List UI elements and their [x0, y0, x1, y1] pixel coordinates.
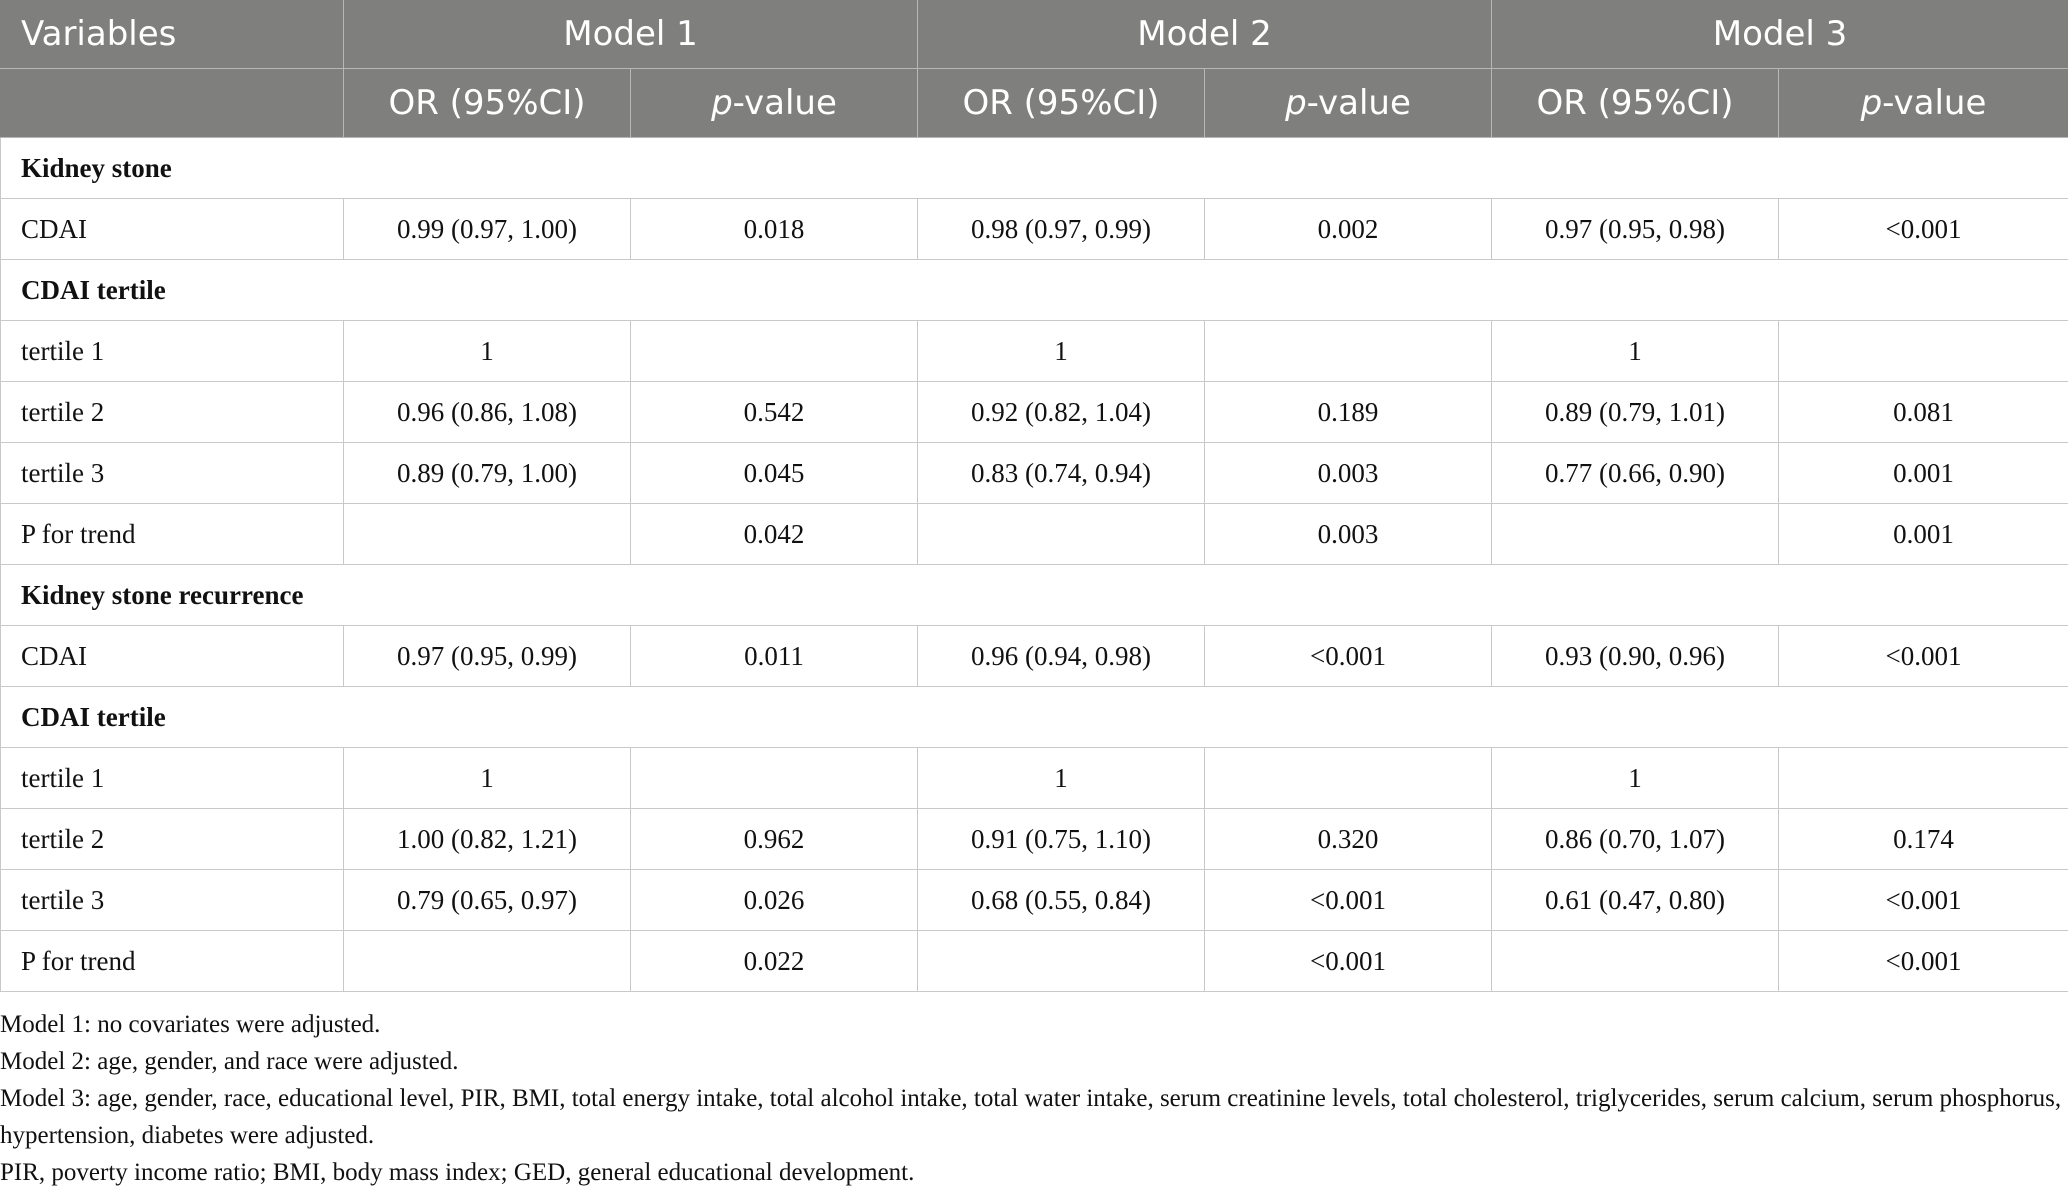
- or-cell-model-1: 1: [344, 748, 631, 809]
- p-value-cell-model-2: <0.001: [1205, 870, 1492, 931]
- header-or-model-3: OR (95%CI): [1492, 69, 1779, 138]
- p-value-cell-model-1: [631, 321, 918, 382]
- or-cell-model-2: 1: [918, 321, 1205, 382]
- p-value-cell-model-1: 0.011: [631, 626, 918, 687]
- header-empty-cell: [1, 69, 344, 138]
- header-or-model-2: OR (95%CI): [918, 69, 1205, 138]
- p-suffix: -value: [1882, 83, 1987, 123]
- p-value-cell-model-1: 0.042: [631, 504, 918, 565]
- section-label: CDAI tertile: [1, 687, 2068, 748]
- p-value-cell-model-3: [1779, 748, 2068, 809]
- p-value-cell-model-1: 0.962: [631, 809, 918, 870]
- p-italic: p: [711, 83, 733, 123]
- p-value-cell-model-3: [1779, 321, 2068, 382]
- p-value-cell-model-2: 0.003: [1205, 443, 1492, 504]
- p-value-cell-model-2: 0.320: [1205, 809, 1492, 870]
- or-cell-model-2: 0.68 (0.55, 0.84): [918, 870, 1205, 931]
- section-row: [1, 260, 2068, 321]
- header-row-models: [1, 0, 2068, 69]
- header-or-model-1: OR (95%CI): [344, 69, 631, 138]
- p-value-cell-model-3: <0.001: [1779, 870, 2068, 931]
- table-row: [1, 321, 2068, 382]
- or-cell-model-3: 0.77 (0.66, 0.90): [1492, 443, 1779, 504]
- row-label: tertile 2: [1, 382, 344, 443]
- p-value-cell-model-1: 0.022: [631, 931, 918, 992]
- row-label: CDAI: [1, 199, 344, 260]
- p-value-cell-model-2: <0.001: [1205, 626, 1492, 687]
- p-value-cell-model-3: <0.001: [1779, 931, 2068, 992]
- p-suffix: -value: [732, 83, 837, 123]
- or-cell-model-2: 0.91 (0.75, 1.10): [918, 809, 1205, 870]
- or-cell-model-3: 0.86 (0.70, 1.07): [1492, 809, 1779, 870]
- or-cell-model-1: 0.89 (0.79, 1.00): [344, 443, 631, 504]
- table-row: [1, 382, 2068, 443]
- or-cell-model-2: 0.96 (0.94, 0.98): [918, 626, 1205, 687]
- header-p-model-2: [1205, 69, 1492, 138]
- or-cell-model-2: 0.98 (0.97, 0.99): [918, 199, 1205, 260]
- or-cell-model-3: [1492, 504, 1779, 565]
- row-label: P for trend: [1, 504, 344, 565]
- p-value-cell-model-1: 0.542: [631, 382, 918, 443]
- p-value-cell-model-3: 0.174: [1779, 809, 2068, 870]
- section-label: CDAI tertile: [1, 260, 2068, 321]
- or-cell-model-2: 0.92 (0.82, 1.04): [918, 382, 1205, 443]
- section-row: [1, 138, 2068, 199]
- table-row: [1, 504, 2068, 565]
- or-cell-model-1: [344, 504, 631, 565]
- p-value-cell-model-2: <0.001: [1205, 931, 1492, 992]
- p-value-cell-model-1: [631, 748, 918, 809]
- p-value-cell-model-2: [1205, 321, 1492, 382]
- or-cell-model-2: 1: [918, 748, 1205, 809]
- or-cell-model-1: 0.97 (0.95, 0.99): [344, 626, 631, 687]
- p-italic: p: [1860, 83, 1883, 123]
- row-label: tertile 2: [1, 809, 344, 870]
- or-cell-model-3: 0.61 (0.47, 0.80): [1492, 870, 1779, 931]
- p-value-cell-model-2: 0.189: [1205, 382, 1492, 443]
- header-model-3: Model 3: [1492, 0, 2068, 69]
- or-cell-model-3: 0.93 (0.90, 0.96): [1492, 626, 1779, 687]
- header-row-stats: [1, 69, 2068, 138]
- p-value-cell-model-3: <0.001: [1779, 626, 2068, 687]
- table-footnotes: [0, 992, 2068, 1191]
- p-value-cell-model-2: 0.003: [1205, 504, 1492, 565]
- or-cell-model-1: 1: [344, 321, 631, 382]
- header-p-model-3: [1779, 69, 2068, 138]
- or-cell-model-1: 1.00 (0.82, 1.21): [344, 809, 631, 870]
- table-row: [1, 931, 2068, 992]
- or-cell-model-1: [344, 931, 631, 992]
- header-p-model-1: [631, 69, 918, 138]
- p-suffix: -value: [1306, 83, 1411, 123]
- header-variables: Variables: [1, 0, 344, 69]
- or-cell-model-2: [918, 931, 1205, 992]
- section-label: Kidney stone recurrence: [1, 565, 2068, 626]
- row-label: tertile 3: [1, 870, 344, 931]
- p-value-cell-model-2: [1205, 748, 1492, 809]
- footnote-model-2: Model 2: age, gender, and race were adjusted.: [0, 1048, 459, 1075]
- table-row: [1, 809, 2068, 870]
- or-cell-model-3: 0.97 (0.95, 0.98): [1492, 199, 1779, 260]
- table-body: [1, 138, 2068, 992]
- p-value-cell-model-3: 0.081: [1779, 382, 2068, 443]
- p-value-cell-model-3: <0.001: [1779, 199, 2068, 260]
- footnote-model-1: Model 1: no covariates were adjusted.: [0, 1011, 381, 1038]
- row-label: tertile 3: [1, 443, 344, 504]
- or-cell-model-1: 0.79 (0.65, 0.97): [344, 870, 631, 931]
- or-cell-model-2: [918, 504, 1205, 565]
- row-label: tertile 1: [1, 748, 344, 809]
- p-value-cell-model-1: 0.045: [631, 443, 918, 504]
- footnote-abbreviations: PIR, poverty income ratio; BMI, body mass index; GED, general educational development.: [0, 1159, 915, 1186]
- table-header: [1, 0, 2068, 138]
- or-cell-model-2: 0.83 (0.74, 0.94): [918, 443, 1205, 504]
- or-cell-model-3: 0.89 (0.79, 1.01): [1492, 382, 1779, 443]
- table-row: [1, 443, 2068, 504]
- table-row: [1, 870, 2068, 931]
- or-cell-model-3: [1492, 931, 1779, 992]
- row-label: CDAI: [1, 626, 344, 687]
- or-cell-model-3: 1: [1492, 748, 1779, 809]
- section-row: [1, 687, 2068, 748]
- p-italic: p: [1285, 83, 1307, 123]
- header-model-1: Model 1: [344, 0, 918, 69]
- row-label: tertile 1: [1, 321, 344, 382]
- p-value-cell-model-3: 0.001: [1779, 504, 2068, 565]
- table-row: [1, 626, 2068, 687]
- table-row: [1, 199, 2068, 260]
- section-row: [1, 565, 2068, 626]
- header-model-2: Model 2: [918, 0, 1492, 69]
- or-cell-model-1: 0.96 (0.86, 1.08): [344, 382, 631, 443]
- or-cell-model-3: 1: [1492, 321, 1779, 382]
- or-cell-model-1: 0.99 (0.97, 1.00): [344, 199, 631, 260]
- p-value-cell-model-3: 0.001: [1779, 443, 2068, 504]
- p-value-cell-model-1: 0.026: [631, 870, 918, 931]
- row-label: P for trend: [1, 931, 344, 992]
- p-value-cell-model-1: 0.018: [631, 199, 918, 260]
- footnote-model-3: Model 3: age, gender, race, educational level, PIR, BMI, total energy intake, total alcohol intake, total water intake, serum creatinine levels, total cholesterol, triglycerides, serum calcium, serum phosphorus, hypertension, diabetes were adjusted.: [0, 1085, 2062, 1149]
- p-value-cell-model-2: 0.002: [1205, 199, 1492, 260]
- table-row: [1, 748, 2068, 809]
- section-label: Kidney stone: [1, 138, 2068, 199]
